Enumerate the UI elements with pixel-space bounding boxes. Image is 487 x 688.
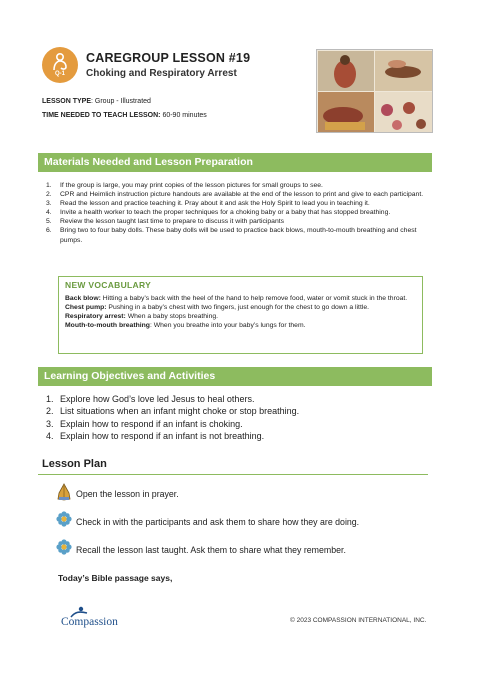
praying-hands-icon <box>56 483 72 503</box>
flower-icon <box>56 539 72 557</box>
list-item: 4. Invite a health worker to teach the proper techniques for a choking baby or a baby that has stopped breathing. <box>46 209 391 217</box>
vocab-entry: Mouth-to-mouth breathing: When you breathe into your baby’s lungs for them. <box>65 322 306 329</box>
lesson-time <box>42 112 207 119</box>
list-item: 3. Read the lesson and practice teaching it. Pray about it and ask the Holy Spirit to lead you in teaching it. <box>46 200 370 208</box>
plan-step: Open the lesson in prayer. <box>58 489 179 499</box>
lesson-time-label: TIME NEEDED TO TEACH LESSON: <box>42 112 161 119</box>
list-item: 2. CPR and Heimlich instruction picture handouts are available at the end of the lesson to print and give to each participant. <box>46 191 424 199</box>
vocabulary-title: NEW VOCABULARY <box>65 280 152 290</box>
list-item: 4. Explain how to respond if an infant is not breathing. <box>46 431 265 442</box>
list-item: 3. Explain how to respond if an infant is choking. <box>46 418 243 429</box>
copyright-notice: © 2023 COMPASSION INTERNATIONAL, INC. <box>290 617 427 624</box>
objectives-list <box>46 393 299 443</box>
compassion-logo: Compassion <box>61 606 131 632</box>
lesson-type-value: : Group - Illustrated <box>91 98 151 105</box>
plan-step: Check in with the participants and ask them to share how they are doing. <box>58 517 359 527</box>
vocab-entry: Back blow: Hitting a baby’s back with the heel of the hand to help remove food, water or vomit stuck in the throat. <box>65 295 408 302</box>
lesson-title: CAREGROUP LESSON #19 <box>86 51 251 65</box>
lesson-time-value: 60-90 minutes <box>160 112 207 119</box>
vocab-entry: Chest pump: Pushing in a baby’s chest with two fingers, just enough for the chest to go down a little. <box>65 304 370 311</box>
materials-heading: Materials Needed and Lesson Preparation <box>38 153 432 172</box>
flower-icon <box>56 511 72 529</box>
lesson-plan-divider <box>38 474 428 475</box>
list-item: 1. Explore how God’s love led Jesus to heal others. <box>46 394 255 404</box>
materials-list <box>46 181 426 245</box>
list-item: 2. List situations when an infant might choke or stop breathing. <box>46 406 300 417</box>
lesson-type <box>42 98 151 105</box>
bible-passage-intro: Today’s Bible passage says, <box>58 573 173 583</box>
lesson-badge <box>42 47 78 83</box>
lesson-subtitle: Choking and Respiratory Arrest <box>86 68 237 79</box>
vocab-entry: Respiratory arrest: When a baby stops breathing. <box>65 313 219 320</box>
objectives-heading: Learning Objectives and Activities <box>38 367 432 386</box>
mother-baby-icon <box>49 51 71 73</box>
lesson-illustration <box>316 49 433 133</box>
lesson-plan-heading: Lesson Plan <box>42 458 107 470</box>
list-item: 5. Review the lesson taught last time to prepare to discuss it with participants <box>46 218 285 226</box>
lesson-type-label: LESSON TYPE <box>42 98 92 105</box>
list-item: 1. If the group is large, you may print copies of the lesson pictures for small groups to see. <box>46 182 323 189</box>
plan-step: Recall the lesson last taught. Ask them to share what they remember. <box>58 545 346 555</box>
badge-number: Q-1 <box>54 71 65 77</box>
list-item: 6. Bring two to four baby dolls. These baby dolls will be used to practice back blows, mouth-to-mouth breathing and chest pumps. <box>46 227 417 244</box>
vocabulary-box <box>58 276 423 354</box>
